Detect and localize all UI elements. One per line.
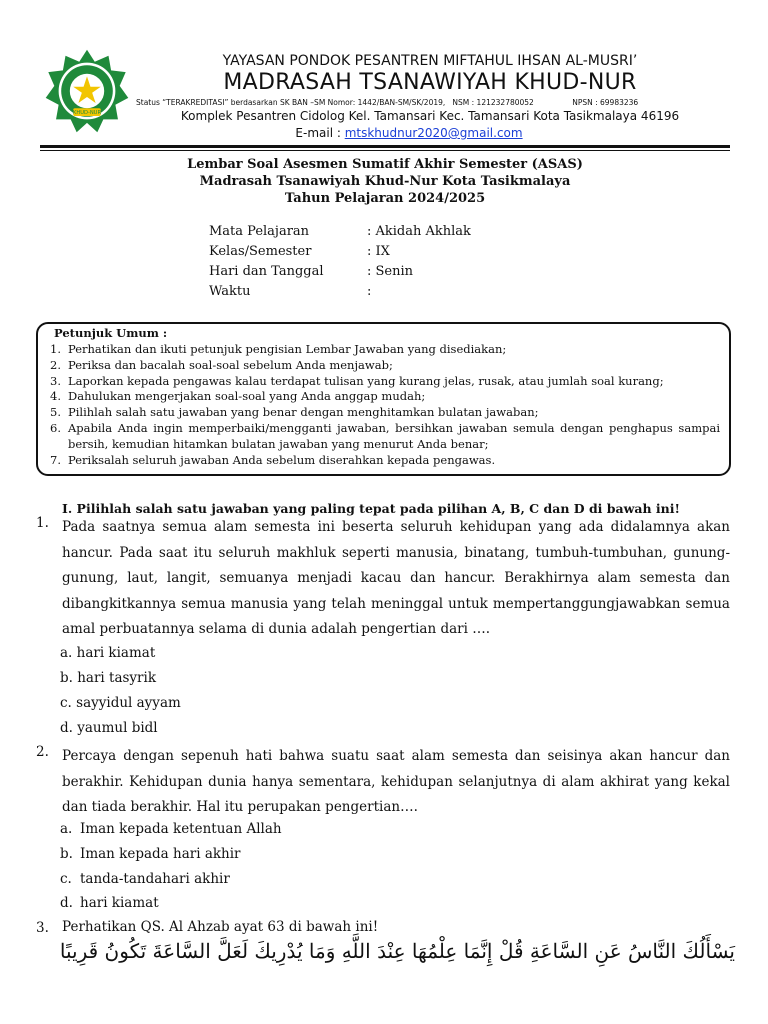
info-value-day: : Senin bbox=[367, 264, 414, 279]
instruction-text: Pilihlah salah satu jawaban yang benar dengan menghitamkan bulatan jawaban; bbox=[68, 405, 539, 420]
foundation-name: YAYASAN PONDOK PESANTREN MIFTAHUL IHSAN AL-MUSRI’ bbox=[222, 53, 638, 69]
option-letter: d. bbox=[60, 895, 73, 911]
question-2-option-c bbox=[60, 871, 230, 887]
instruction-text: Periksalah seluruh jawaban Anda sebelum diserahkan kepada pengawas. bbox=[68, 452, 496, 467]
instructions-list bbox=[50, 342, 720, 468]
info-label-class: Kelas/Semester bbox=[209, 244, 312, 259]
option-text: hari kiamat bbox=[80, 895, 159, 911]
instruction-item bbox=[50, 389, 720, 405]
instruction-text: Dahulukan mengerjakan soal-soal yang Anda anggap mudah; bbox=[68, 389, 426, 404]
info-value-time: : bbox=[367, 284, 372, 299]
question-1-option-d: d. yaumul bidl bbox=[60, 720, 158, 736]
question-2-option-b bbox=[60, 846, 241, 862]
instruction-number: 5. bbox=[50, 405, 61, 420]
info-label-time: Waktu bbox=[209, 284, 251, 299]
email-link[interactable]: mtskhudnur2020@gmail.com bbox=[344, 126, 523, 140]
school-address: Komplek Pesantren Cidolog Kel. Tamansari Kec. Tamansari Kota Tasikmalaya 46196 bbox=[180, 109, 680, 123]
accreditation-line bbox=[136, 98, 736, 107]
header-rule-thick bbox=[40, 145, 730, 148]
instruction-item bbox=[50, 374, 720, 390]
instruction-text: Apabila Anda ingin memperbaiki/mengganti jawaban, bersihkan jawaban semula dengan penghapus sampai bersih, kemudian hitamkan bulatan jawaban yang menurut Anda benar; bbox=[68, 420, 720, 451]
email-label: E-mail : bbox=[295, 126, 345, 140]
question-1-option-b: b. hari tasyrik bbox=[60, 670, 157, 686]
instruction-number: 2. bbox=[50, 357, 61, 372]
school-logo-icon bbox=[44, 48, 130, 134]
question-3-number: 3. bbox=[36, 920, 49, 936]
npsn-number: NPSN : 69983236 bbox=[572, 98, 639, 107]
info-label-day: Hari dan Tanggal bbox=[209, 264, 324, 279]
question-2-option-d bbox=[60, 895, 159, 911]
question-3-arabic-verse: يَسْأَلُكَ النَّاسُ عَنِ السَّاعَةِ قُلْ إِنَّمَا عِلْمُهَا عِنْدَ اللَّهِ وَمَا يُدْرِيكَ لَعَلَّ السَّاعَةَ تَكُونُ قَرِيبًا bbox=[59, 939, 735, 963]
logo-caption: KHUD-NUR bbox=[72, 110, 102, 117]
instruction-item bbox=[50, 453, 720, 469]
instruction-item bbox=[50, 342, 720, 358]
instruction-item bbox=[50, 421, 720, 453]
info-label-subject: Mata Pelajaran bbox=[209, 224, 310, 239]
instruction-item bbox=[50, 405, 720, 421]
question-1-option-c: c. sayyidul ayyam bbox=[60, 695, 181, 711]
exam-title: Lembar Soal Asesmen Sumatif Akhir Semester (ASAS) bbox=[187, 157, 583, 172]
email-line bbox=[140, 126, 678, 140]
section-heading: I. Pilihlah salah satu jawaban yang paling tepat pada pilihan A, B, C dan D di bawah ini! bbox=[62, 501, 680, 516]
question-1-number: 1. bbox=[36, 515, 49, 531]
question-3-text: Perhatikan QS. Al Ahzab ayat 63 di bawah ini! bbox=[62, 919, 379, 935]
instruction-text: Perhatikan dan ikuti petunjuk pengisian Lembar Jawaban yang disediakan; bbox=[68, 342, 507, 356]
header-rule-thin bbox=[40, 150, 730, 151]
info-value-subject: : Akidah Akhlak bbox=[367, 224, 471, 239]
question-1-text: Pada saatnya semua alam semesta ini beserta seluruh kehidupan yang ada didalamnya akan hancur. Pada saat itu seluruh makhluk seperti manusia, binatang, tumbuh-tumbuhan, gunung-gunung, laut, langit, semuanya menjadi kacau dan hancur. Berakhirnya alam semesta dan dibangkitkannya semua manusia yang telah meninggal untuk mempertanggungjawabkan semua amal perbuatannya selama di dunia adalah pengertian dari …. bbox=[62, 519, 730, 637]
question-2-option-a bbox=[60, 821, 282, 837]
question-2-number: 2. bbox=[36, 744, 49, 760]
exam-school: Madrasah Tsanawiyah Khud-Nur Kota Tasikmalaya bbox=[199, 174, 571, 189]
question-1-option-a: a. hari kiamat bbox=[60, 645, 156, 661]
instruction-text: Laporkan kepada pengawas kalau terdapat tulisan yang kurang jelas, rusak, atau jumlah soal kurang; bbox=[68, 373, 664, 388]
info-value-class: : IX bbox=[367, 244, 390, 259]
exam-year: Tahun Pelajaran 2024/2025 bbox=[284, 191, 486, 206]
instruction-number: 7. bbox=[50, 452, 61, 467]
instruction-text: Periksa dan bacalah soal-soal sebelum Anda menjawab; bbox=[68, 357, 393, 372]
accreditation-status: Status “TERAKREDITASI” berdasarkan SK BAN –SM Nomor: 1442/BAN-SM/SK/2019, bbox=[136, 98, 446, 107]
option-text: tanda-tandahari akhir bbox=[80, 871, 230, 887]
option-letter: a. bbox=[60, 821, 73, 837]
option-letter: c. bbox=[60, 871, 72, 887]
school-name: MADRASAH TSANAWIYAH KHUD-NUR bbox=[223, 70, 637, 95]
option-text: Iman kepada ketentuan Allah bbox=[80, 821, 282, 837]
option-letter: b. bbox=[60, 846, 73, 862]
question-2-text: Percaya dengan sepenuh hati bahwa suatu saat alam semesta dan seisinya akan hancur dan berakhir. Kehidupan dunia hanya sementara, kehidupan selanjutnya di alam akhirat yang kekal dan tiada berakhir. Hal itu perupakan pengertian…. bbox=[62, 748, 730, 815]
instructions-title: Petunjuk Umum : bbox=[54, 326, 168, 340]
instruction-item bbox=[50, 358, 720, 374]
instruction-number: 6. bbox=[50, 420, 61, 435]
option-text: Iman kepada hari akhir bbox=[80, 846, 241, 862]
instruction-number: 1. bbox=[50, 342, 61, 356]
instruction-number: 4. bbox=[50, 389, 61, 404]
instruction-number: 3. bbox=[50, 373, 61, 388]
nsm-number: NSM : 121232780052 bbox=[452, 98, 534, 107]
